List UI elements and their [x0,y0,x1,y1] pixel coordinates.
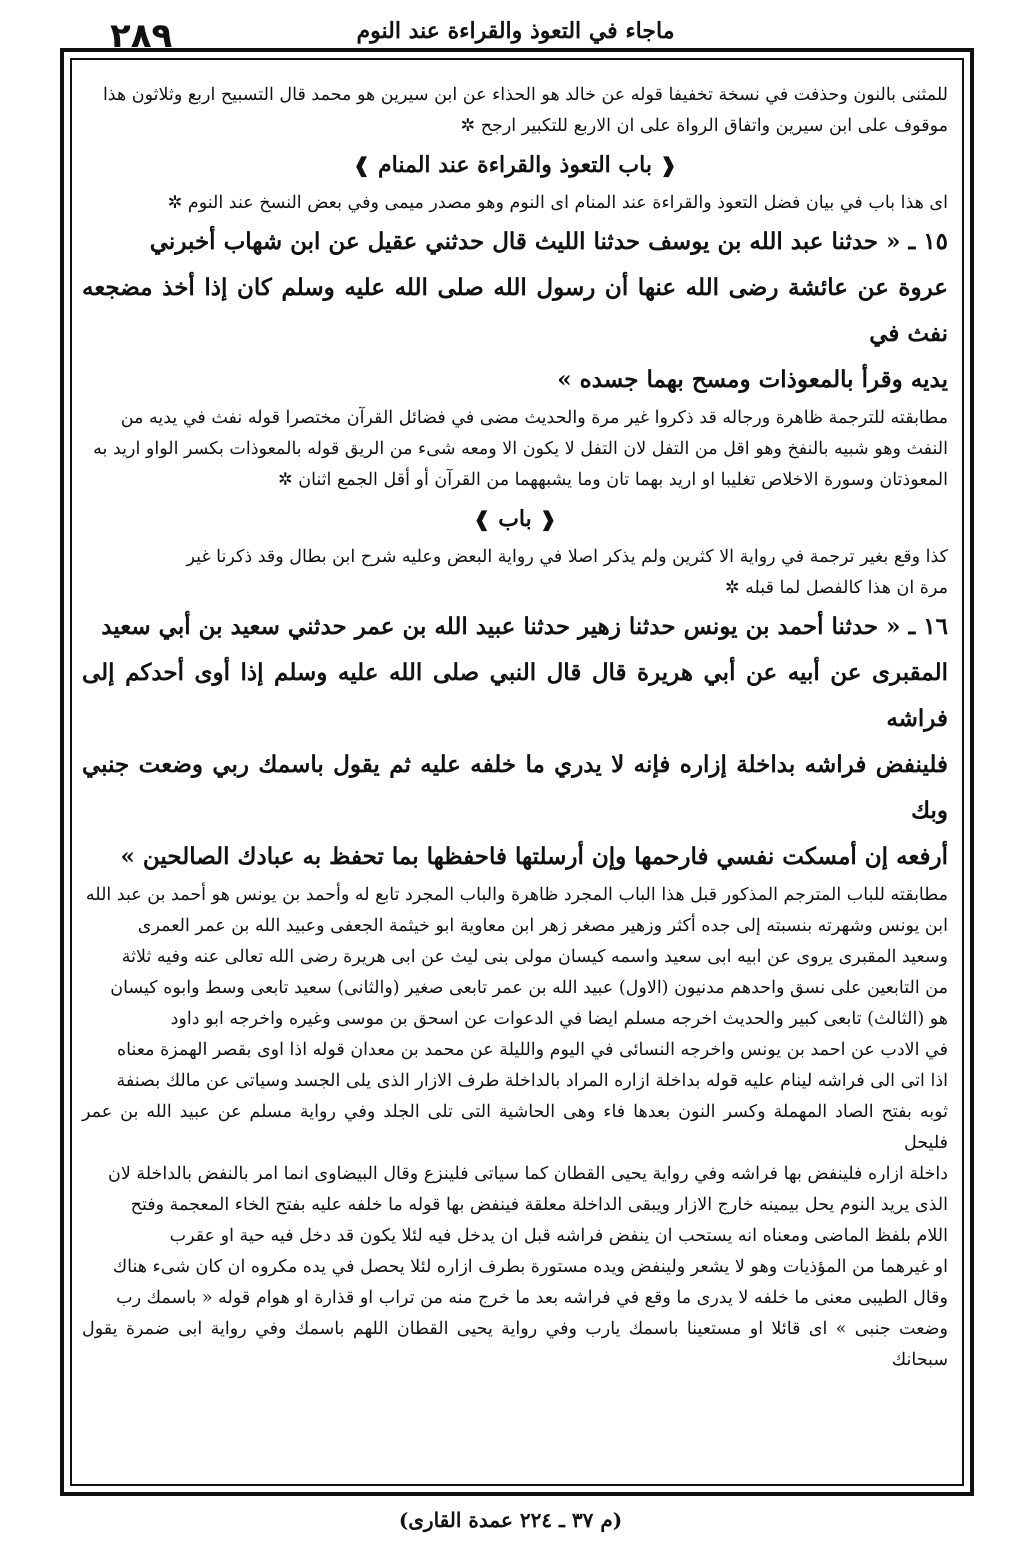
commentary-line: مطابقته للترجمة ظاهرة ورجاله قد ذكروا غير مرة والحديث مضى في فضائل القرآن مختصرا قوله نفث في يديه من [120,408,948,428]
commentary-line: اللام بلفظ الماضى ومعناه انه يستحب ان ينفض فراشه قبل ان يدخل فيه لئلا يكون قد دخل فيه حية او عقرب [169,1226,948,1246]
chapter-heading-text: باب [498,506,532,532]
commentary-line: ابن يونس وشهرته بنسبته إلى جده أكثر وزهير مصغر زهر ابن معاوية ابو خيثمة الجعفى وعبيد الله بن عمر العمرى [137,916,948,936]
chapter-note: مرة ان هذا كالفصل لما قبله ✲ [724,578,948,598]
page-number: ٢٨٩ [110,16,173,56]
commentary-line: وقال الطيبى معنى ما خلفه لا يدرى ما وقع في فراشه بعد ما خرج منه من تراب او قذارة او هوام قوله « باسمك رب [116,1288,948,1308]
chapter-note: اى هذا باب في بيان فضل التعوذ والقراءة عند المنام اى النوم وهو مصدر ميمى وفي بعض النسخ عند النوم ✲ [167,193,948,213]
commentary-line: المعوذتان وسورة الاخلاص تغليبا او اريد بهما تان وما يشبههما من القرآن أو أقل الجمع اثنان ✲ [278,470,948,490]
chapter-heading [82,496,948,542]
hadith-line: يديه وقرأ بالمعوذات ومسح بهما جسده » [557,366,948,393]
ornament-icon: ❰ [539,507,557,531]
commentary-line: او غيرهما من المؤذيات وهو لا يشعر ولينفض ويده مستورة بطرف ازاره لئلا يحصل في يده مكروه ان كان شىء هناك [112,1257,948,1277]
commentary-line: من التابعين على نسق واحدهم مدنيون (الاول) عبيد الله بن عمر تابعى صغير (والثانى) سعيد تابعى وسط وابوه كيسان [110,978,948,998]
text-line: للمثنى بالنون وحذفت في نسخة تخفيفا قوله عن خالد هو الحذاء عن ابن سيرين هو محمد قال التسبيح اربع وثلاثون هذا [102,85,948,105]
page-footer: (م ٣٧ ـ ٢٢٤ عمدة القارى) [398,1508,623,1532]
hadith-line: ١٦ ـ « حدثنا أحمد بن يونس حدثنا زهير حدثنا عبيد الله بن عمر حدثني سعيد بن أبي سعيد [101,613,948,640]
commentary-line: مطابقته للباب المترجم المذكور قبل هذا الباب المجرد ظاهرة والباب المجرد تابع له وأحمد بن يونس هو أحمد بن عبد الله [85,885,948,905]
chapter-note: كذا وقع بغير ترجمة في رواية الا كثرين ولم يذكر اصلا في رواية البعض وعليه شرح ابن بطال وقد ذكرنا غير [186,547,948,567]
hadith-line: المقبرى عن أبيه عن أبي هريرة قال قال النبي صلى الله عليه وسلم إذا أوى أحدكم إلى فراشه [82,659,948,732]
commentary-line: ثوبه بفتح الصاد المهملة وكسر النون بعدها فاء وهى الحاشية التى تلى الجلد وفي رواية مسلم عن عبيد الله بن عمر فليحل [82,1102,948,1153]
chapter-heading-text: باب التعوذ والقراءة عند المنام [378,152,652,178]
running-title: ماجاء في التعوذ والقراءة عند النوم [356,18,675,44]
hadith-line: فلينفض فراشه بداخلة إزاره فإنه لا يدري ما خلفه عليه ثم يقول باسمك ربي وضعت جنبي وبك [82,751,948,824]
ornament-icon: ❱ [353,153,371,177]
commentary-line: وسعيد المقبرى يروى عن ابيه ابى سعيد واسمه كيسان مولى بنى ليث عن ابى هريرة رضى الله تعالى عنه وفيه ثلاثة [121,947,948,967]
hadith-line: عروة عن عائشة رضى الله عنها أن رسول الله صلى الله عليه وسلم كان إذا أخذ مضجعه نفث في [82,274,948,347]
hadith-line: ١٥ ـ « حدثنا عبد الله بن يوسف حدثنا الليث قال حدثني عقيل عن ابن شهاب أخبرني [149,228,948,255]
commentary-line: النفث وهو شبيه بالنفخ وهو اقل من التفل لان التفل لا يكون الا ومعه شىء من الريق قوله بالمعوذات بكسر الواو اريد به [93,439,948,459]
commentary-line: الذى يريد النوم يحل بيمينه خارج الازار ويبقى الداخلة معلقة فينفض بها قوله ما خلفه عليه بفتح الخاء المعجمة وفتح [130,1195,948,1215]
commentary-line: في الادب عن احمد بن يونس واخرجه النسائى في اليوم والليلة عن محمد بن معدان قوله اذا اوى بقصر الهمزة معناه [116,1040,948,1060]
main-text [82,80,948,1376]
chapter-heading [82,142,948,188]
ornament-icon: ❰ [659,153,677,177]
commentary-line: هو (الثالث) تابعى كبير والحديث اخرجه مسلم ايضا في الدعوات عن اسحق بن موسى وغيره واخرجه ابو داود [170,1009,948,1029]
commentary-line: وضعت جنبى » اى قائلا او مستعينا باسمك يارب وفي رواية يحيى القطان اللهم باسمك وفي رواية ابى ضمرة يقول سبحانك [82,1319,948,1370]
page-header [60,6,961,56]
commentary-line: داخلة ازاره فلينفض بها فراشه وفي رواية يحيى القطان كما سياتى فلينزع وقال البيضاوى انما امر بالنفض بالداخلة لان [107,1164,948,1184]
hadith-line: أرفعه إن أمسكت نفسي فارحمها وإن أرسلتها فاحفظها بما تحفظ به عبادك الصالحين » [120,843,948,870]
text-line: موقوف على ابن سيرين واتفاق الرواة على ان الاربع للتكبير ارجح ✲ [460,116,948,136]
ornament-icon: ❱ [473,507,491,531]
commentary-line: اذا اتى الى فراشه لينام عليه قوله بداخلة ازاره المراد بالداخلة طرف الازار الذى يلى الجسد وسياتى عن مالك بصنفة [116,1071,948,1091]
